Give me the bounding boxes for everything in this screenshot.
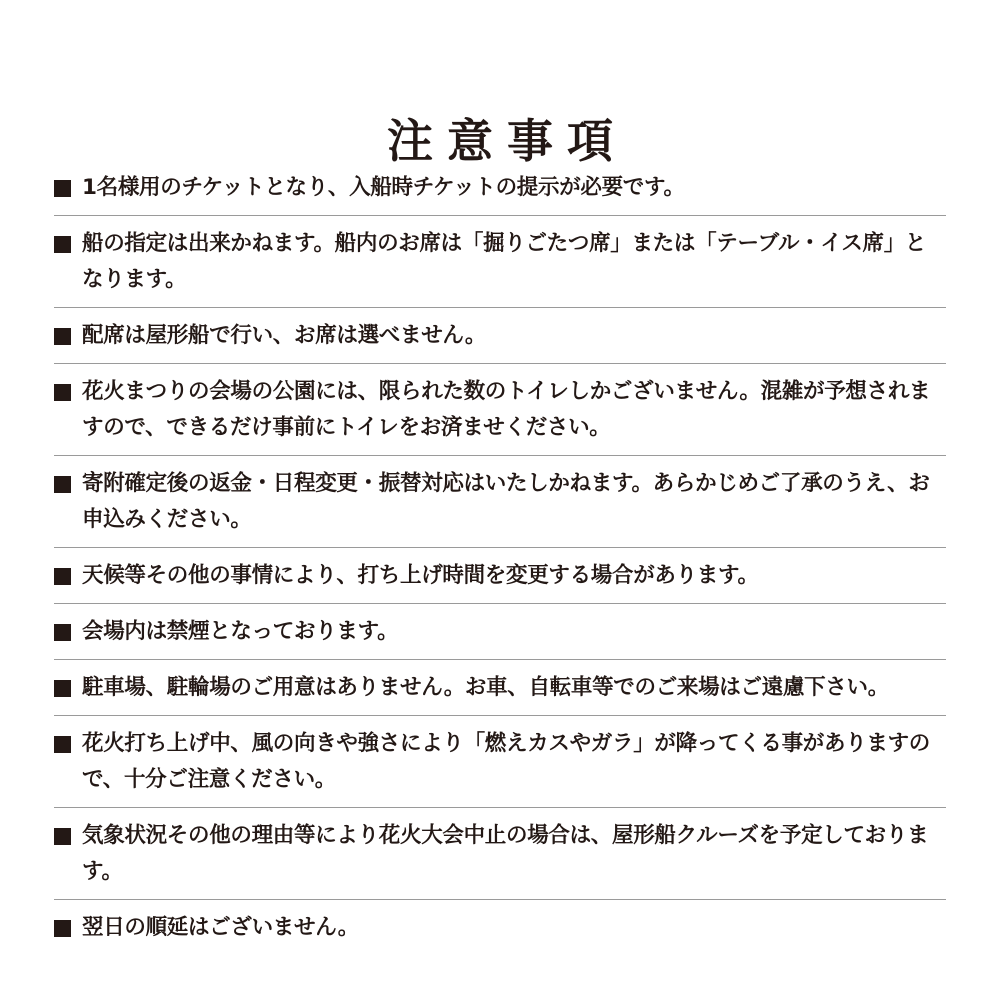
square-bullet-icon bbox=[54, 736, 71, 753]
notice-item bbox=[54, 456, 946, 548]
square-bullet-icon bbox=[54, 920, 71, 937]
square-bullet-icon bbox=[54, 568, 71, 585]
square-bullet-icon bbox=[54, 236, 71, 253]
page-title: 注意事項 bbox=[387, 113, 627, 168]
notice-item bbox=[54, 364, 946, 456]
notice-text: 天候等その他の事情により、打ち上げ時間を変更する場合があります。 bbox=[82, 563, 759, 588]
square-bullet-icon bbox=[54, 680, 71, 697]
notice-item bbox=[54, 660, 946, 716]
notice-item bbox=[54, 716, 946, 808]
square-bullet-icon bbox=[54, 476, 71, 493]
notice-list bbox=[54, 160, 946, 955]
notice-text: 1名様用のチケットとなり、入船時チケットの提示が必要です。 bbox=[82, 175, 685, 200]
notice-item bbox=[54, 548, 946, 604]
notice-item bbox=[54, 604, 946, 660]
notice-text: 花火まつりの会場の公園には、限られた数のトイレしかございません。混雑が予想されますので、できるだけ事前にトイレをお済ませください。 bbox=[82, 379, 931, 440]
notice-text: 寄附確定後の返金・日程変更・振替対応はいたしかねます。あらかじめご了承のうえ、お申込みください。 bbox=[82, 471, 930, 532]
square-bullet-icon bbox=[54, 828, 71, 845]
square-bullet-icon bbox=[54, 328, 71, 345]
square-bullet-icon bbox=[54, 180, 71, 197]
notice-text: 配席は屋形船で行い、お席は選べません。 bbox=[82, 323, 487, 348]
notice-item bbox=[54, 160, 946, 216]
notice-item bbox=[54, 216, 946, 308]
notice-text: 会場内は禁煙となっております。 bbox=[82, 619, 399, 644]
notice-text: 船の指定は出来かねます。船内のお席は「掘りごたつ席」または「テーブル・イス席」となります。 bbox=[82, 231, 927, 292]
notice-item bbox=[54, 900, 946, 955]
square-bullet-icon bbox=[54, 384, 71, 401]
notice-text: 気象状況その他の理由等により花火大会中止の場合は、屋形船クルーズを予定しております。 bbox=[82, 823, 929, 884]
notice-text: 花火打ち上げ中、風の向きや強さにより「燃えカスやガラ」が降ってくる事がありますので、十分ご注意ください。 bbox=[82, 731, 931, 792]
square-bullet-icon bbox=[54, 624, 71, 641]
notice-text: 駐車場、駐輪場のご用意はありません。お車、自転車等でのご来場はご遠慮下さい。 bbox=[82, 675, 889, 700]
notice-item bbox=[54, 308, 946, 364]
notice-item bbox=[54, 808, 946, 900]
notice-text: 翌日の順延はございません。 bbox=[82, 915, 359, 940]
